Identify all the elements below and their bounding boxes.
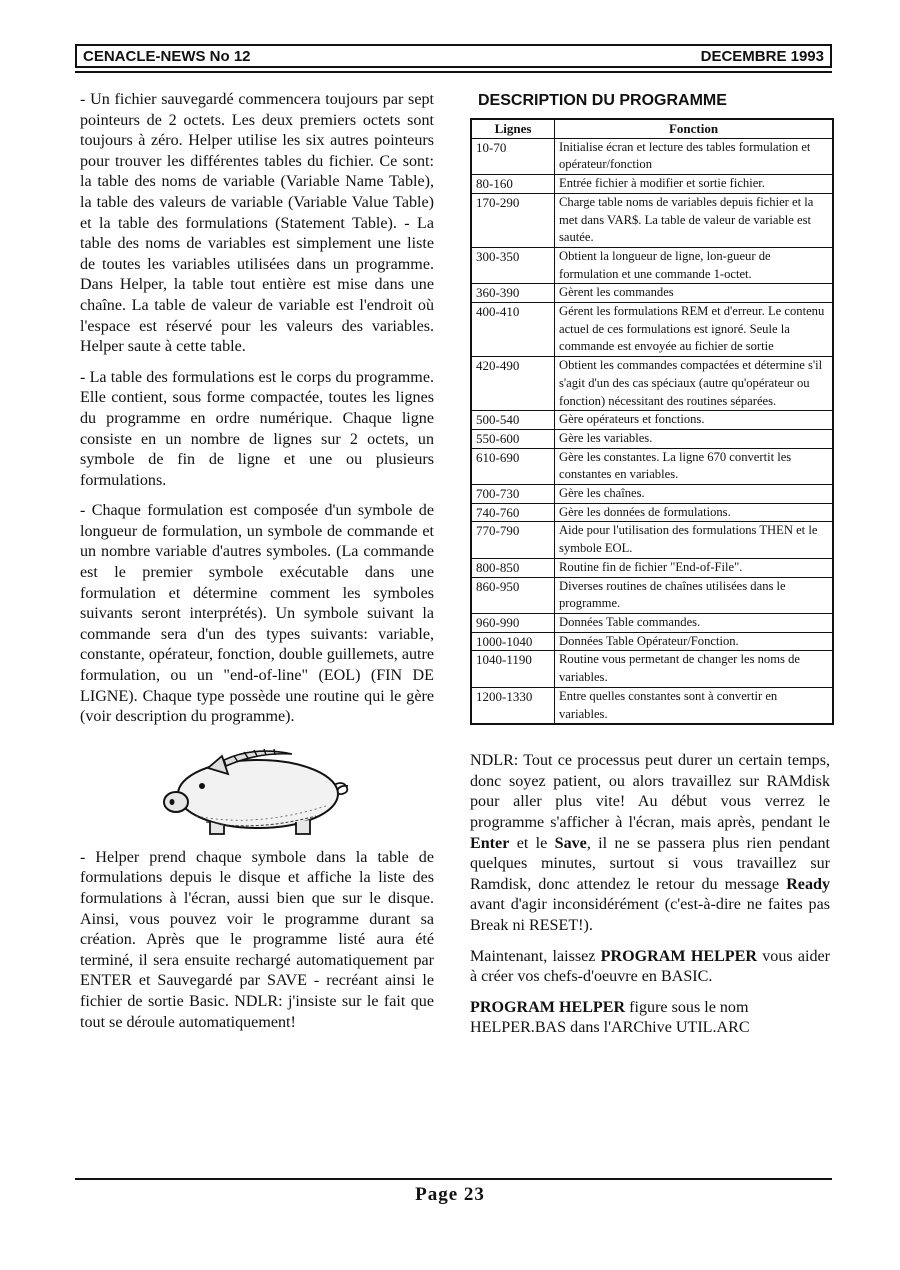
row-lines: 550-600 <box>471 429 555 448</box>
table-row <box>471 632 833 651</box>
row-lines: 170-290 <box>471 193 555 247</box>
row-lines: 10-70 <box>471 138 555 174</box>
table-row <box>471 138 833 174</box>
row-function: Routine vous permetant de changer les noms de variables. <box>555 651 834 687</box>
row-lines: 80-160 <box>471 175 555 194</box>
row-lines: 860-950 <box>471 577 555 613</box>
row-lines: 300-350 <box>471 247 555 283</box>
table-body <box>471 138 833 724</box>
row-function: Gère les variables. <box>555 429 834 448</box>
row-lines: 800-850 <box>471 558 555 577</box>
row-lines: 360-390 <box>471 284 555 303</box>
page-number: Page 23 <box>415 1184 485 1205</box>
paragraph-ndlr <box>470 751 830 936</box>
paragraph-statement-table: - La table des formulations est le corps du programme. Elle contient, sous forme compactée, toutes les lignes du programme en ordre numérique. Chaque ligne consiste en un nombre de lignes sur 2 octets, un symbole de fin de ligne et une ou plusieurs formulations. <box>80 368 434 489</box>
row-lines: 500-540 <box>471 411 555 430</box>
table-row <box>471 303 833 357</box>
header-rule <box>75 71 832 73</box>
row-lines: 420-490 <box>471 357 555 411</box>
table-header-row <box>471 119 833 138</box>
paragraph-maintenant <box>470 947 830 988</box>
newsletter-title: CENACLE-NEWS No 12 <box>83 47 251 65</box>
ndlr-text-1: NDLR: Tout ce processus peut durer un certain temps, donc soyez patient, ou alors travaillez sur RAMdisk pour aller plus vite! Au début vous verrez le programme s'afficher à l'écran, mais après, pendant le <box>470 752 830 831</box>
row-function: Données Table Opérateur/Fonction. <box>555 632 834 651</box>
row-function: Gère les chaînes. <box>555 485 834 504</box>
row-function: Gérent les formulations REM et d'erreur. Le contenu actuel de ces formulations est ignoré. Seule la commande est envoyée au fichier de sortie <box>555 303 834 357</box>
row-lines: 1200-1330 <box>471 687 555 724</box>
row-function: Diverses routines de chaînes utilisées dans le programme. <box>555 577 834 613</box>
paragraph-formulation: - Chaque formulation est composée d'un symbole de longueur de formulation, un symbole de commande et un nombre variable d'autres symboles. (La commande est le premier symbole exécutable dans une formulation et détermine comment les symboles suivants seront interprétés). Un symbole suivant la commande sera d'un des types suivants: variable, constante, opérateur, fonction, double guillemets, autre formulation, ou un "end-of-line" (EOL) (FIN DE LIGNE). Chaque type possède une routine qui le gère (voir description du programme). <box>80 502 434 726</box>
program-description-table <box>470 118 834 725</box>
row-lines: 1040-1190 <box>471 651 555 687</box>
table-row <box>471 429 833 448</box>
table-row <box>471 558 833 577</box>
maintenant-text-2: vous aider à créer vos chefs-d'oeuvre en BASIC. <box>470 947 831 986</box>
left-column <box>80 90 434 1043</box>
row-lines: 770-790 <box>471 522 555 558</box>
table-row <box>471 448 833 484</box>
figure-text: figure sous le nom HELPER.BAS dans l'ARChive UTIL.ARC <box>470 998 750 1037</box>
maintenant-program-helper: PROGRAM HELPER <box>600 947 757 965</box>
table-row <box>471 503 833 522</box>
footer-rule <box>75 1178 832 1180</box>
table-row <box>471 522 833 558</box>
row-function: Gèrent les commandes <box>555 284 834 303</box>
paragraph-file-pointers: - Un fichier sauvegardé commencera toujours par sept pointeurs de 2 octets. Les deux premiers octets sont toujours à zéro. Helper utilise les six autres pointeurs pour trouver les différentes tables du fichier. Ce sont: la table des noms de variable (Variable Name Table), la table des valeurs de variable (Variable Value Table) et la table des formulations (Statement Table). - La table des noms de variables est simplement une liste de toutes les variables utilisées dans un programme. Dans Helper, la table tout entière est mise dans une chaîne. La table de valeur de variable est l'endroit où l'espace est réservé pour les valeurs des variables. Helper saute à cette table. <box>80 91 434 356</box>
row-lines: 960-990 <box>471 613 555 632</box>
table-row <box>471 687 833 724</box>
ndlr-text-2: et le <box>509 834 555 852</box>
row-function: Gère les constantes. La ligne 670 convertit les constantes en variables. <box>555 448 834 484</box>
ndlr-enter: Enter <box>470 834 510 852</box>
table-row <box>471 284 833 303</box>
table-row <box>471 411 833 430</box>
row-lines: 610-690 <box>471 448 555 484</box>
paragraph-archive-location <box>470 998 830 1039</box>
ndlr-text-3: , il ne se passera plus rien pendant quelques minutes, surtout si vous travaillez sur Ramdisk, donc attendez le retour du message <box>470 834 830 893</box>
table-row <box>471 357 833 411</box>
table-row <box>471 247 833 283</box>
table-row <box>471 175 833 194</box>
maintenant-text-1: Maintenant, laissez <box>470 947 601 965</box>
row-lines: 400-410 <box>471 303 555 357</box>
paragraph-helper-process: - Helper prend chaque symbole dans la table de formulations depuis le disque et affiche la liste des formulations à l'écran, aussi bien que sur le disque. Ainsi, vous pouvez voir le programme durant sa création. Après que le programme listé aura été terminé, il sera ensuite rechargé automatiquement par ENTER et Sauvegardé par SAVE - recréant ainsi le fichier de sortie Basic. NDLR: j'insiste sur le fait que tout se déroule automatiquement! <box>80 848 434 1031</box>
row-function: Données Table commandes. <box>555 613 834 632</box>
table-row <box>471 193 833 247</box>
row-function: Routine fin de fichier "End-of-File". <box>555 558 834 577</box>
column-header-function: Fonction <box>555 119 834 138</box>
table-row <box>471 577 833 613</box>
row-lines: 740-760 <box>471 503 555 522</box>
row-function: Obtient la longueur de ligne, lon-gueur de formulation et une commande 1-octet. <box>555 247 834 283</box>
program-description-title: DESCRIPTION DU PROGRAMME <box>478 92 727 109</box>
row-function: Gère les données de formulations. <box>555 503 834 522</box>
issue-date: DECEMBRE 1993 <box>700 47 824 65</box>
row-function: Charge table noms de variables depuis fichier et la met dans VAR$. La table de valeur de variable est sautée. <box>555 193 834 247</box>
ndlr-ready: Ready <box>786 875 830 893</box>
table-row <box>471 651 833 687</box>
right-column <box>470 90 830 1049</box>
row-function: Obtient les commandes compactées et détermine s'il s'agit d'un des cas spéciaux (autre qu'opérateur ou fonction) nécessitant des routines séparées. <box>555 357 834 411</box>
figure-program-helper: PROGRAM HELPER <box>470 998 626 1016</box>
table-row <box>471 613 833 632</box>
piggy-bank-illustration <box>136 738 376 838</box>
row-function: Initialise écran et lecture des tables formulation et opérateur/fonction <box>555 138 834 174</box>
table-row <box>471 485 833 504</box>
row-lines: 700-730 <box>471 485 555 504</box>
column-header-lines: Lignes <box>471 119 555 138</box>
newsletter-header <box>75 44 832 68</box>
row-function: Entre quelles constantes sont à convertir en variables. <box>555 687 834 724</box>
row-function: Gère opérateurs et fonctions. <box>555 411 834 430</box>
row-function: Entrée fichier à modifier et sortie fichier. <box>555 175 834 194</box>
row-lines: 1000-1040 <box>471 632 555 651</box>
row-function: Aide pour l'utilisation des formulations THEN et le symbole EOL. <box>555 522 834 558</box>
ndlr-text-4: avant d'agir inconsidérément (c'est-à-dire ne faites pas Break ni RESET!). <box>470 896 830 934</box>
ndlr-save: Save <box>554 834 587 852</box>
